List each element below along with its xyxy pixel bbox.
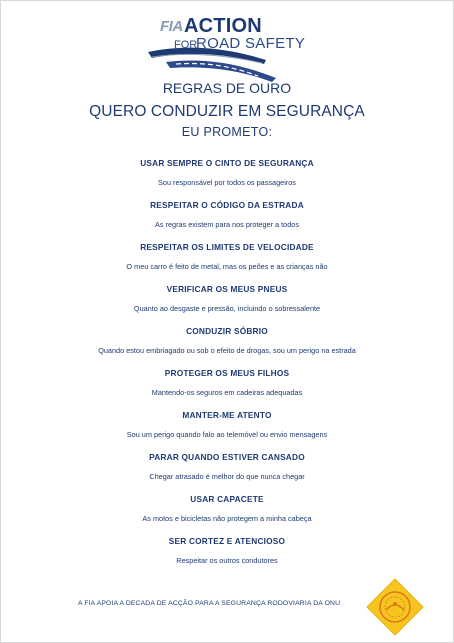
rule-item xyxy=(0,155,454,197)
rule-heading: VERIFICAR OS MEUS PNEUS xyxy=(166,284,288,294)
rule-item xyxy=(0,533,454,575)
road-safety-decade-badge-icon xyxy=(366,578,424,636)
rule-heading: USAR CAPACETE xyxy=(190,494,264,504)
logo-for-text: FOR xyxy=(174,39,198,51)
rule-text: Quanto ao desgaste e pressão, incluindo o sobressalente xyxy=(133,304,321,313)
rule-text: Respeitar os outros condutores xyxy=(176,556,278,565)
promise-label: EU PROMETO: xyxy=(181,125,273,139)
rule-item xyxy=(0,407,454,449)
rule-item xyxy=(0,197,454,239)
logo-fia-text: FIA xyxy=(160,18,183,35)
rule-heading: PROTEGER OS MEUS FILHOS xyxy=(164,368,290,378)
rule-text: Mantendo-os seguros em cadeiras adequadas xyxy=(151,388,303,397)
rule-item xyxy=(0,491,454,533)
rule-text: As motos e bicicletas não protegem a minha cabeça xyxy=(142,514,312,523)
rule-heading: PARAR QUANDO ESTIVER CANSADO xyxy=(149,452,305,462)
rule-text: Sou um perigo quando falo ao telemóvel ou envio mensagens xyxy=(126,430,328,439)
rule-item xyxy=(0,449,454,491)
rule-heading: RESPEITAR OS LIMITES DE VELOCIDADE xyxy=(140,242,314,252)
rule-item xyxy=(0,365,454,407)
rule-text: O meu carro é feito de metal, mas os peões e as crianças não xyxy=(126,262,328,271)
page-subtitle: QUERO CONDUZIR EM SEGURANÇA xyxy=(89,103,365,120)
page-title: REGRAS DE OURO xyxy=(162,80,292,96)
rule-heading: SER CORTEZ E ATENCIOSO xyxy=(168,536,286,546)
rule-text: Quando estou embriagado ou sob o efeito de drogas, sou um perigo na estrada xyxy=(98,346,356,355)
fia-action-road-safety-logo xyxy=(146,14,311,84)
rule-heading: CONDUZIR SÓBRIO xyxy=(186,326,268,336)
rule-text: Sou responsável por todos os passageiros xyxy=(158,178,296,187)
rules-list xyxy=(0,155,454,575)
logo-action-text: ACTION xyxy=(184,15,262,37)
footer-statement: A FIA APOIA A DECADA DE ACÇÃO PARA A SEGURANÇA RODOVIARIA DA ONU xyxy=(78,600,341,607)
logo-road-safety-text: ROAD SAFETY xyxy=(196,35,306,52)
rule-item xyxy=(0,323,454,365)
rule-item xyxy=(0,239,454,281)
rule-text: Chegar atrasado é melhor do que nunca chegar xyxy=(149,472,305,481)
rule-item xyxy=(0,281,454,323)
rule-heading: MANTER-ME ATENTO xyxy=(182,410,272,420)
rule-heading: USAR SEMPRE O CINTO DE SEGURANÇA xyxy=(140,158,314,168)
rule-heading: RESPEITAR O CÓDIGO DA ESTRADA xyxy=(150,200,304,210)
rule-text: As regras existem para nos proteger a todos xyxy=(155,220,299,229)
